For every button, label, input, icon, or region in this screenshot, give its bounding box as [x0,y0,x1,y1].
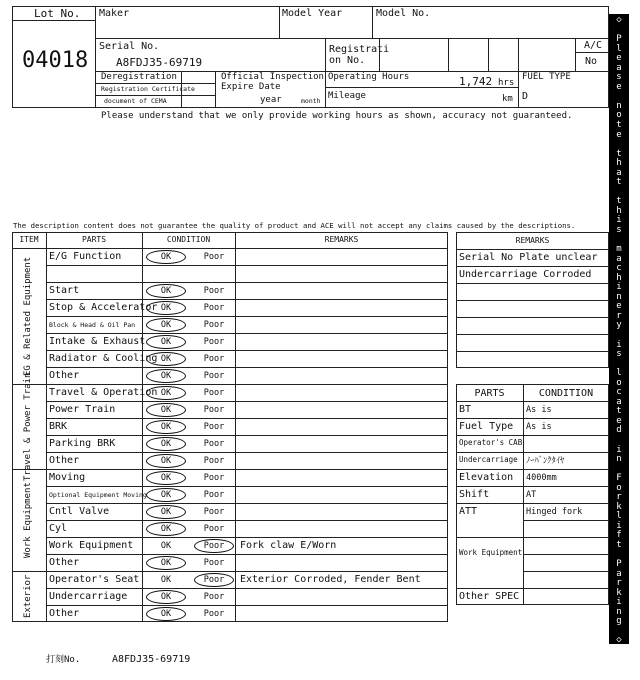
sidebar-char: e [616,81,622,92]
poor-option[interactable]: Poor [203,286,225,296]
poor-option[interactable]: Poor [203,558,225,568]
sidebar-char: n [616,291,622,302]
working-hours-notice: Please understand that we only provide working hours as shown, accuracy not guaranteed. [101,111,573,121]
sidebar-char: t [616,406,622,417]
spec-part: Operator's CAB [459,438,523,447]
month-label: month [301,97,321,105]
sidebar-char: n [616,100,622,111]
selected-condition-mark [146,420,186,434]
spec-value: As is [526,405,552,415]
poor-option[interactable]: Poor [203,439,225,449]
fuel-type-value: D [522,91,529,102]
sidebar-char: t [616,148,622,159]
selected-condition-mark [146,352,186,366]
sidebar-char: m [616,244,622,255]
group-label: Work Equipment [23,482,34,558]
group-label: Travel & Power Train [23,372,34,481]
poor-option[interactable]: Poor [203,388,225,398]
poor-option[interactable]: Poor [203,303,225,313]
part-label: Power Train [49,404,116,415]
serial-label: Serial No. [99,41,160,52]
group-label: EG & Related Equipment [23,256,34,376]
spec-value: Hinged fork [526,507,583,517]
sidebar-char: e [616,129,622,140]
inspection-label: Official Inspection Expire Date [221,72,324,92]
poor-option[interactable]: Poor [203,354,225,364]
sidebar-char: h [616,272,622,283]
poor-option[interactable]: Poor [203,592,225,602]
sidebar-char: i [616,339,622,350]
ok-option[interactable]: OK [160,592,172,602]
operating-hours-label: Operating Hours [328,72,410,82]
selected-condition-mark [146,250,186,264]
part-label: Intake & Exhaust [49,336,146,347]
header-remarks: REMARKS [324,235,359,244]
sidebar-char: o [616,482,622,493]
sidebar-char: r [616,578,622,589]
sidebar-char: s [616,225,622,235]
poor-option[interactable]: Poor [203,507,225,517]
sidebar-char: t [616,177,622,188]
deregistration-label: Deregistration [101,72,177,82]
selected-condition-mark [146,369,186,383]
part-label: Moving [49,472,86,483]
sidebar-char: r [616,310,622,321]
document-cema-label: document of CEMA [104,97,167,105]
spec-part: Fuel Type [459,421,514,432]
selected-condition-mark [146,556,186,570]
spec-value: As is [526,422,552,432]
poor-option[interactable]: Poor [203,575,225,585]
row-remark: Fork claw E/Worn [240,540,337,551]
sidebar-char: i [616,282,622,293]
selected-condition-mark [146,454,186,468]
sidebar-char: t [616,540,622,550]
ok-option[interactable]: OK [160,252,172,262]
spec-part: Other SPEC [459,591,520,602]
selected-condition-mark [146,318,186,332]
sidebar-char: a [616,62,622,73]
sidebar-char: n [616,454,622,465]
sidebar-char: P [616,34,622,45]
spec-part: ATT [459,506,478,517]
sidebar-char: P [616,559,622,570]
ok-option[interactable]: OK [160,456,172,466]
part-label: Block & Head & Oil Pan [49,321,136,329]
selected-condition-mark [146,590,186,604]
sidebar-char: c [616,263,622,274]
selected-condition-mark [146,386,186,400]
year-label: year [260,95,282,105]
part-label: BRK [49,421,68,432]
spec-value: 4000mm [526,473,557,483]
registration-certificate-label: Registration Certificate [101,85,195,93]
selected-condition-mark [146,301,186,315]
sidebar-char: n [616,606,622,617]
stamp-no-value: A8FDJ35-69719 [112,654,191,665]
selected-condition-mark [146,335,186,349]
ok-option[interactable]: OK [160,575,172,585]
part-label: Start [49,285,80,296]
selected-condition-mark [194,539,234,553]
spec-value: ﾉｰﾊﾞﾝｸﾀｲﾔ [526,456,565,466]
part-label: Other [49,557,80,568]
selected-condition-mark [194,573,234,587]
lot-number: 04018 [22,48,89,73]
header-condition: CONDITION [166,235,211,244]
model-no-label: Model No. [376,8,431,19]
ok-option[interactable]: OK [160,507,172,517]
ac-label: A/C [584,40,603,51]
remarks-header: REMARKS [515,236,550,245]
sidebar-char: e [616,53,622,64]
sidebar-char: e [616,301,622,312]
poor-option[interactable]: Poor [203,473,225,483]
sidebar-char: ◇ [616,635,622,646]
group-label: Exterior [23,574,34,619]
ok-option[interactable]: OK [160,337,172,347]
ok-option[interactable]: OK [160,490,172,500]
location-notice-sidebar [609,14,629,644]
part-label: Other [49,608,80,619]
sidebar-char: o [616,377,622,388]
sidebar-char: o [616,110,622,121]
selected-condition-mark [146,471,186,485]
sidebar-char: ◇ [616,15,622,25]
spec-part: Undercarriage [459,455,518,464]
header-parts: PARTS [81,235,107,244]
ok-option[interactable]: OK [160,371,172,381]
part-label: Radiator & Cooling [49,353,158,364]
sidebar-char: h [616,158,622,169]
ok-option[interactable]: OK [160,286,172,296]
ok-option[interactable]: OK [160,303,172,313]
ok-option[interactable]: OK [160,558,172,568]
sidebar-char: y [616,320,622,331]
sidebar-char: k [616,587,622,598]
poor-option[interactable]: Poor [203,337,225,347]
sidebar-char: t [616,196,622,207]
selected-condition-mark [146,505,186,519]
part-label: Other [49,370,80,381]
fuel-type-label: FUEL TYPE [522,72,571,82]
model-year-label: Model Year [282,8,343,19]
part-label: Work Equipment [49,540,134,551]
sidebar-char: l [616,511,622,522]
mileage-label: Mileage [328,91,366,101]
sidebar-char: d [616,425,622,436]
part-label: Other [49,455,80,466]
row-remark: Exterior Corroded, Fender Bent [240,574,421,585]
ok-option[interactable]: OK [160,439,172,449]
selected-condition-mark [146,522,186,536]
ok-option[interactable]: OK [160,609,172,619]
stamp-no-label: 打刻No. [46,655,81,665]
km-unit: km [502,94,513,104]
spec-value: AT [526,490,537,500]
part-label: E/G Function [49,251,122,262]
sidebar-char: l [616,43,622,54]
sidebar-char: a [616,568,622,579]
poor-option[interactable]: Poor [203,405,225,415]
poor-option[interactable]: Poor [203,320,225,330]
poor-option[interactable]: Poor [203,422,225,432]
disclaimer-text: The description content does not guarantee the quality of product and ACE will not accept any claims caused by the descriptions. [13,221,576,230]
poor-option[interactable]: Poor [203,371,225,381]
spec-parts-header: PARTS [474,388,505,399]
selected-condition-mark [146,403,186,417]
part-label: Parking BRK [49,438,116,449]
lot-label: Lot No. [34,7,81,20]
part-label: Undercarriage [49,591,128,602]
hrs-unit: hrs [498,78,515,88]
selected-condition-mark [146,607,186,621]
sidebar-char: s [616,349,622,360]
ok-option[interactable]: OK [160,354,172,364]
ok-option[interactable]: OK [160,524,172,534]
sidebar-char: l [616,368,622,379]
sidebar-char: h [616,205,622,216]
sidebar-char: i [616,520,622,531]
remark-line: Undercarriage Corroded [459,269,592,280]
sidebar-char: i [616,597,622,608]
selected-condition-mark [146,284,186,298]
registration-label: Registrati on No. [329,44,390,66]
part-label: Travel & Operation [49,387,158,398]
ok-option[interactable]: OK [160,405,172,415]
remark-line: Serial No Plate unclear [459,252,598,263]
part-label: Optional Equipment Moving [49,491,147,499]
ok-option[interactable]: OK [160,541,172,551]
sidebar-char: c [616,387,622,398]
operating-hours-value: 1,742 [459,75,493,88]
ok-option[interactable]: OK [160,320,172,330]
sidebar-char: r [616,492,622,503]
ok-option[interactable]: OK [160,422,172,432]
sidebar-char: s [616,72,622,83]
sidebar-char: F [616,473,622,484]
ok-option[interactable]: OK [160,473,172,483]
ok-option[interactable]: OK [160,388,172,398]
maker-label: Maker [99,8,130,19]
header-item: ITEM [19,235,39,244]
part-label: Operator's Seat [49,574,140,585]
sidebar-char: k [616,501,622,512]
spec-part: Elevation [459,472,514,483]
ac-value: No [585,56,598,67]
spec-part: Shift [459,489,490,500]
sidebar-char: e [616,415,622,426]
poor-option[interactable]: Poor [203,252,225,262]
selected-condition-mark [146,437,186,451]
selected-condition-mark [146,488,186,502]
spec-condition-header: CONDITION [538,388,594,399]
sidebar-char: i [616,444,622,455]
sidebar-char: a [616,253,622,264]
sidebar-char: a [616,167,622,178]
sidebar-char: f [616,530,622,541]
serial-value: A8FDJ35-69719 [116,56,203,69]
part-label: Cntl Valve [49,506,110,517]
part-label: Stop & Accelerator [49,302,158,313]
sidebar-char: g [616,616,622,627]
poor-option[interactable]: Poor [203,541,225,551]
sidebar-char: i [616,215,622,226]
spec-part: BT [459,404,472,415]
poor-option[interactable]: Poor [203,456,225,466]
poor-option[interactable]: Poor [203,524,225,534]
part-label: Cyl [49,523,68,534]
poor-option[interactable]: Poor [203,490,225,500]
poor-option[interactable]: Poor [203,609,225,619]
sidebar-char: t [616,120,622,130]
sidebar-char: a [616,396,622,407]
spec-part: Work Equipment [459,548,523,557]
